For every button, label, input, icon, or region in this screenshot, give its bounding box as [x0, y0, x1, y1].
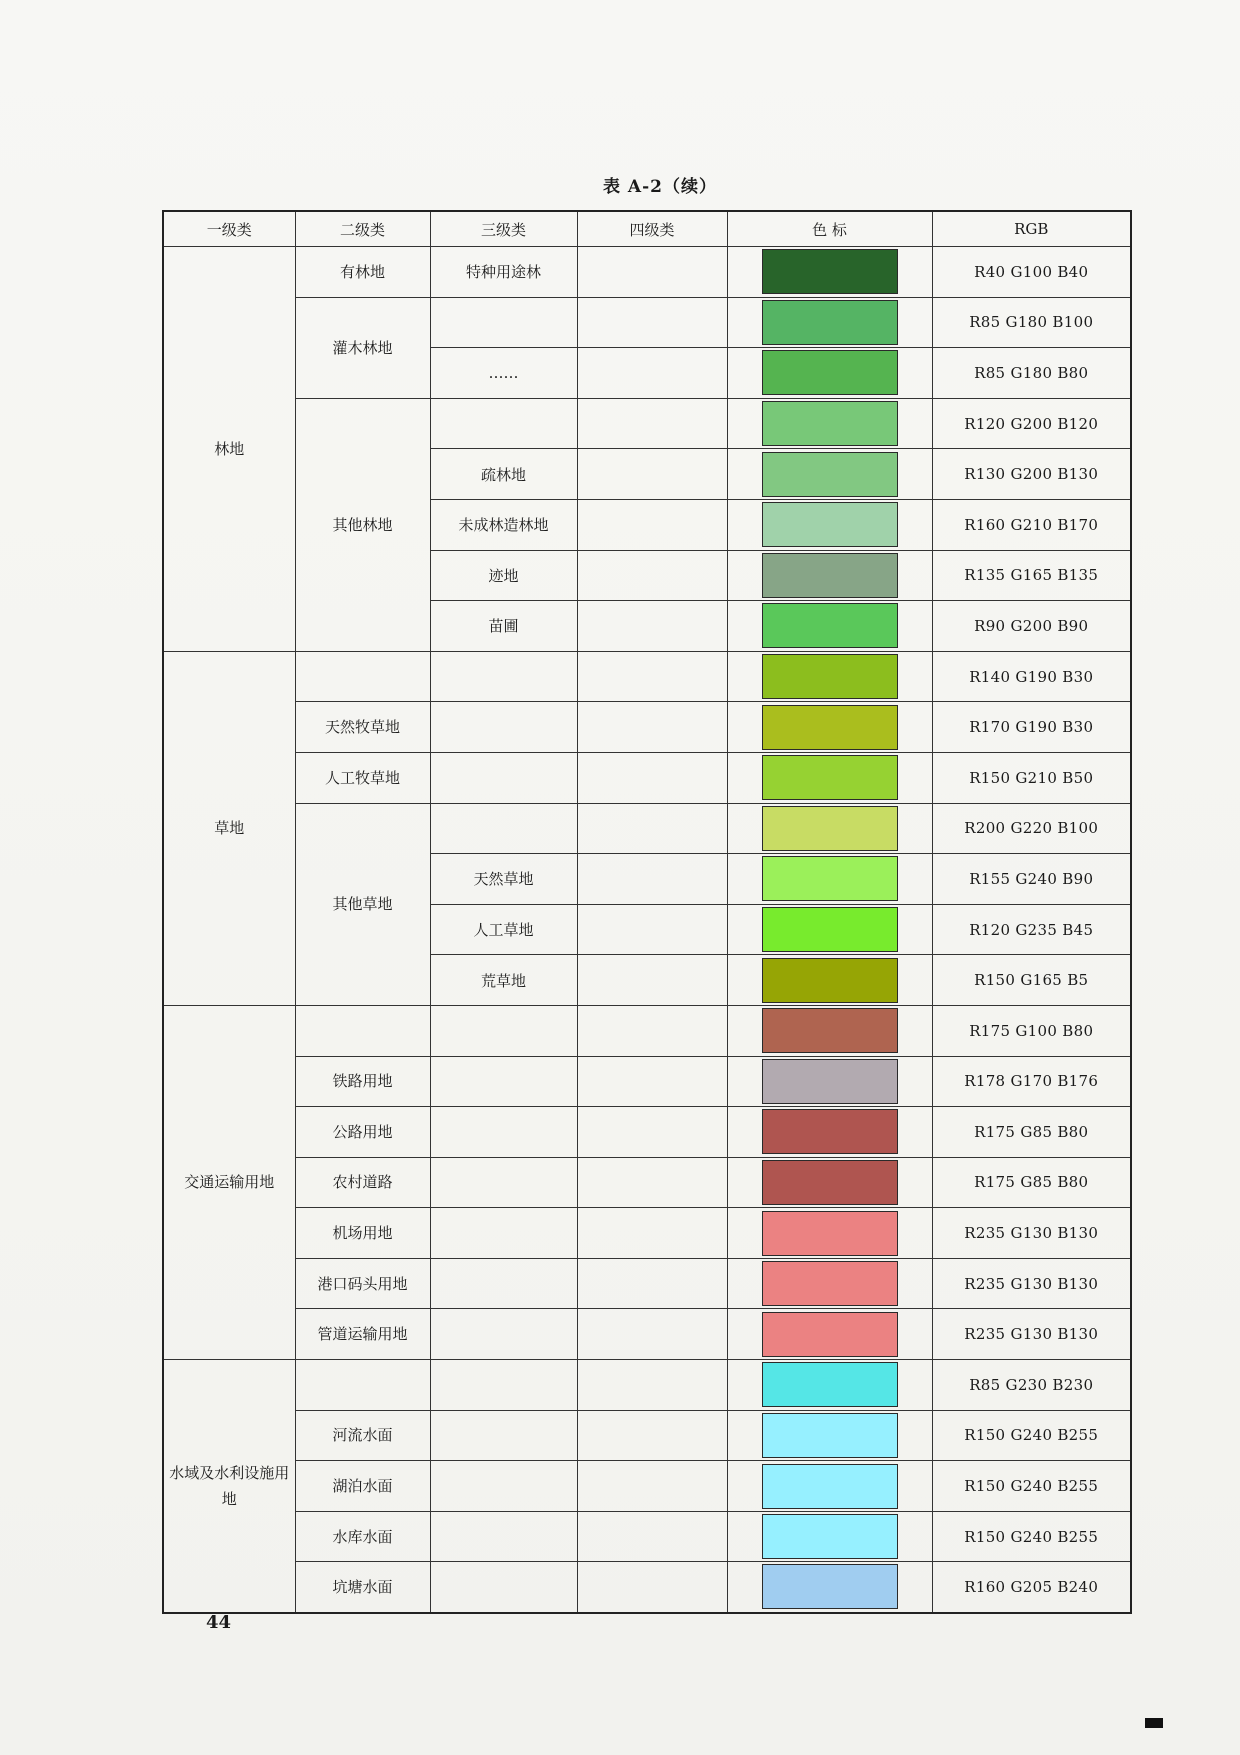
level3-cell	[430, 803, 577, 854]
level3-cell	[430, 1208, 577, 1259]
level4-cell	[577, 1005, 727, 1056]
rgb-value-cell: R85 G180 B100	[932, 297, 1131, 348]
level3-cell	[430, 297, 577, 348]
level4-cell	[577, 1562, 727, 1613]
swatch-cell	[727, 1511, 932, 1562]
level4-cell	[577, 1208, 727, 1259]
level4-cell	[577, 348, 727, 399]
level2-cell: 铁路用地	[295, 1056, 430, 1107]
swatch-cell	[727, 1056, 932, 1107]
color-swatch	[762, 553, 898, 598]
level4-cell	[577, 904, 727, 955]
level4-cell	[577, 398, 727, 449]
level4-cell	[577, 752, 727, 803]
table-row	[163, 1107, 1131, 1158]
table-row	[163, 651, 1131, 702]
table-row	[163, 1410, 1131, 1461]
color-swatch	[762, 603, 898, 648]
swatch-cell	[727, 1360, 932, 1411]
swatch-cell	[727, 803, 932, 854]
rgb-value-cell: R150 G165 B5	[932, 955, 1131, 1006]
swatch-cell	[727, 1208, 932, 1259]
level4-cell	[577, 803, 727, 854]
swatch-cell	[727, 1461, 932, 1512]
swatch-cell	[727, 702, 932, 753]
rgb-value-cell: R150 G240 B255	[932, 1410, 1131, 1461]
color-swatch	[762, 1564, 898, 1609]
swatch-cell	[727, 1258, 932, 1309]
level3-cell: 特种用途林	[430, 247, 577, 298]
level4-cell	[577, 297, 727, 348]
table-title: 表 A-2（续）	[603, 177, 717, 197]
rgb-value-cell: R85 G230 B230	[932, 1360, 1131, 1411]
level3-cell	[430, 1461, 577, 1512]
color-swatch	[762, 1160, 898, 1205]
rgb-value-cell: R150 G210 B50	[932, 752, 1131, 803]
level2-cell: 港口码头用地	[295, 1258, 430, 1309]
level3-cell	[430, 1005, 577, 1056]
level3-cell	[430, 1410, 577, 1461]
rgb-value-cell: R150 G240 B255	[932, 1461, 1131, 1512]
swatch-cell	[727, 1410, 932, 1461]
level3-cell: 迹地	[430, 550, 577, 601]
color-swatch	[762, 300, 898, 345]
rgb-value-cell: R235 G130 B130	[932, 1208, 1131, 1259]
level2-cell: 有林地	[295, 247, 430, 298]
swatch-cell	[727, 1157, 932, 1208]
color-swatch	[762, 1514, 898, 1559]
level3-cell	[430, 651, 577, 702]
level3-cell	[430, 1157, 577, 1208]
level4-cell	[577, 702, 727, 753]
header-level3: 三级类	[430, 211, 577, 247]
rgb-value-cell: R178 G170 B176	[932, 1056, 1131, 1107]
rgb-value-cell: R200 G220 B100	[932, 803, 1131, 854]
level4-cell	[577, 1461, 727, 1512]
level3-cell: 荒草地	[430, 955, 577, 1006]
color-swatch	[762, 1312, 898, 1357]
level4-cell	[577, 651, 727, 702]
swatch-cell	[727, 499, 932, 550]
level3-cell	[430, 702, 577, 753]
level3-cell: 苗圃	[430, 601, 577, 652]
rgb-value-cell: R40 G100 B40	[932, 247, 1131, 298]
swatch-cell	[727, 1309, 932, 1360]
level4-cell	[577, 1511, 727, 1562]
color-swatch	[762, 249, 898, 294]
swatch-cell	[727, 752, 932, 803]
rgb-value-cell: R175 G85 B80	[932, 1107, 1131, 1158]
rgb-value-cell: R155 G240 B90	[932, 854, 1131, 905]
color-swatch	[762, 654, 898, 699]
level1-cell: 草地	[163, 651, 295, 1005]
color-swatch	[762, 958, 898, 1003]
level2-cell	[295, 1360, 430, 1411]
level3-cell: 未成林造林地	[430, 499, 577, 550]
color-swatch	[762, 1059, 898, 1104]
swatch-cell	[727, 297, 932, 348]
level3-cell	[430, 1309, 577, 1360]
rgb-value-cell: R175 G100 B80	[932, 1005, 1131, 1056]
table-row	[163, 398, 1131, 449]
color-swatch	[762, 350, 898, 395]
table-row	[163, 1360, 1131, 1411]
level4-cell	[577, 1309, 727, 1360]
table-row	[163, 1511, 1131, 1562]
rgb-value-cell: R90 G200 B90	[932, 601, 1131, 652]
table-row	[163, 247, 1131, 298]
level2-cell: 公路用地	[295, 1107, 430, 1158]
color-swatch	[762, 806, 898, 851]
level2-cell: 湖泊水面	[295, 1461, 430, 1512]
color-swatch	[762, 401, 898, 446]
page-number: 44	[206, 1612, 232, 1633]
swatch-cell	[727, 955, 932, 1006]
table-row	[163, 1056, 1131, 1107]
level3-cell	[430, 1511, 577, 1562]
level1-cell: 交通运输用地	[163, 1005, 295, 1359]
level2-cell: 天然牧草地	[295, 702, 430, 753]
level3-cell: 疏林地	[430, 449, 577, 500]
table-body	[163, 247, 1131, 1613]
level3-cell	[430, 1360, 577, 1411]
swatch-cell	[727, 904, 932, 955]
table-row	[163, 1309, 1131, 1360]
level1-cell: 林地	[163, 247, 295, 652]
color-swatch	[762, 1413, 898, 1458]
color-swatch	[762, 502, 898, 547]
level4-cell	[577, 955, 727, 1006]
swatch-cell	[727, 449, 932, 500]
level4-cell	[577, 1258, 727, 1309]
color-swatch	[762, 452, 898, 497]
level2-cell: 管道运输用地	[295, 1309, 430, 1360]
level4-cell	[577, 854, 727, 905]
level2-cell: 水库水面	[295, 1511, 430, 1562]
rgb-value-cell: R160 G210 B170	[932, 499, 1131, 550]
swatch-cell	[727, 348, 932, 399]
color-swatch	[762, 705, 898, 750]
level4-cell	[577, 247, 727, 298]
color-swatch	[762, 1362, 898, 1407]
level2-cell: 机场用地	[295, 1208, 430, 1259]
level4-cell	[577, 1360, 727, 1411]
table-row	[163, 1208, 1131, 1259]
swatch-cell	[727, 651, 932, 702]
color-code-table	[162, 210, 1132, 1614]
rgb-value-cell: R235 G130 B130	[932, 1258, 1131, 1309]
swatch-cell	[727, 398, 932, 449]
rgb-value-cell: R235 G130 B130	[932, 1309, 1131, 1360]
rgb-value-cell: R150 G240 B255	[932, 1511, 1131, 1562]
level3-cell	[430, 1562, 577, 1613]
header-level1: 一级类	[163, 211, 295, 247]
rgb-value-cell: R120 G200 B120	[932, 398, 1131, 449]
level2-cell: 其他林地	[295, 398, 430, 651]
level2-cell	[295, 1005, 430, 1056]
level2-cell: 其他草地	[295, 803, 430, 1005]
rgb-value-cell: R170 G190 B30	[932, 702, 1131, 753]
level2-cell: 坑塘水面	[295, 1562, 430, 1613]
level4-cell	[577, 449, 727, 500]
level3-cell: ……	[430, 348, 577, 399]
header-level4: 四级类	[577, 211, 727, 247]
level3-cell	[430, 1056, 577, 1107]
level4-cell	[577, 1157, 727, 1208]
color-swatch	[762, 1211, 898, 1256]
table-row	[163, 1258, 1131, 1309]
swatch-cell	[727, 1005, 932, 1056]
swatch-cell	[727, 1562, 932, 1613]
level2-cell: 农村道路	[295, 1157, 430, 1208]
level3-cell	[430, 398, 577, 449]
level4-cell	[577, 1107, 727, 1158]
rgb-value-cell: R85 G180 B80	[932, 348, 1131, 399]
level4-cell	[577, 1410, 727, 1461]
header-color-swatch: 色 标	[727, 211, 932, 247]
color-swatch	[762, 755, 898, 800]
rgb-value-cell: R135 G165 B135	[932, 550, 1131, 601]
rgb-value-cell: R140 G190 B30	[932, 651, 1131, 702]
level4-cell	[577, 601, 727, 652]
level1-cell: 水域及水利设施用地	[163, 1360, 295, 1613]
level3-cell: 人工草地	[430, 904, 577, 955]
level2-cell: 河流水面	[295, 1410, 430, 1461]
table-row	[163, 702, 1131, 753]
table-row	[163, 1005, 1131, 1056]
header-rgb: RGB	[932, 211, 1131, 247]
rgb-value-cell: R120 G235 B45	[932, 904, 1131, 955]
level4-cell	[577, 499, 727, 550]
swatch-cell	[727, 247, 932, 298]
color-swatch	[762, 1008, 898, 1053]
header-level2: 二级类	[295, 211, 430, 247]
color-swatch	[762, 1261, 898, 1306]
table-row	[163, 803, 1131, 854]
table-row	[163, 752, 1131, 803]
level3-cell: 天然草地	[430, 854, 577, 905]
table-row	[163, 1562, 1131, 1613]
table-row	[163, 1461, 1131, 1512]
table-header-row	[163, 211, 1131, 247]
table-row	[163, 1157, 1131, 1208]
level2-cell: 灌木林地	[295, 297, 430, 398]
level2-cell: 人工牧草地	[295, 752, 430, 803]
color-swatch	[762, 1109, 898, 1154]
rgb-value-cell: R175 G85 B80	[932, 1157, 1131, 1208]
level3-cell	[430, 1258, 577, 1309]
table-row	[163, 297, 1131, 348]
rgb-value-cell: R130 G200 B130	[932, 449, 1131, 500]
color-swatch	[762, 907, 898, 952]
color-swatch	[762, 1464, 898, 1509]
swatch-cell	[727, 550, 932, 601]
level2-cell	[295, 651, 430, 702]
level4-cell	[577, 550, 727, 601]
swatch-cell	[727, 601, 932, 652]
corner-mark	[1145, 1718, 1163, 1728]
swatch-cell	[727, 1107, 932, 1158]
rgb-value-cell: R160 G205 B240	[932, 1562, 1131, 1613]
swatch-cell	[727, 854, 932, 905]
level3-cell	[430, 752, 577, 803]
level3-cell	[430, 1107, 577, 1158]
level4-cell	[577, 1056, 727, 1107]
color-swatch	[762, 856, 898, 901]
